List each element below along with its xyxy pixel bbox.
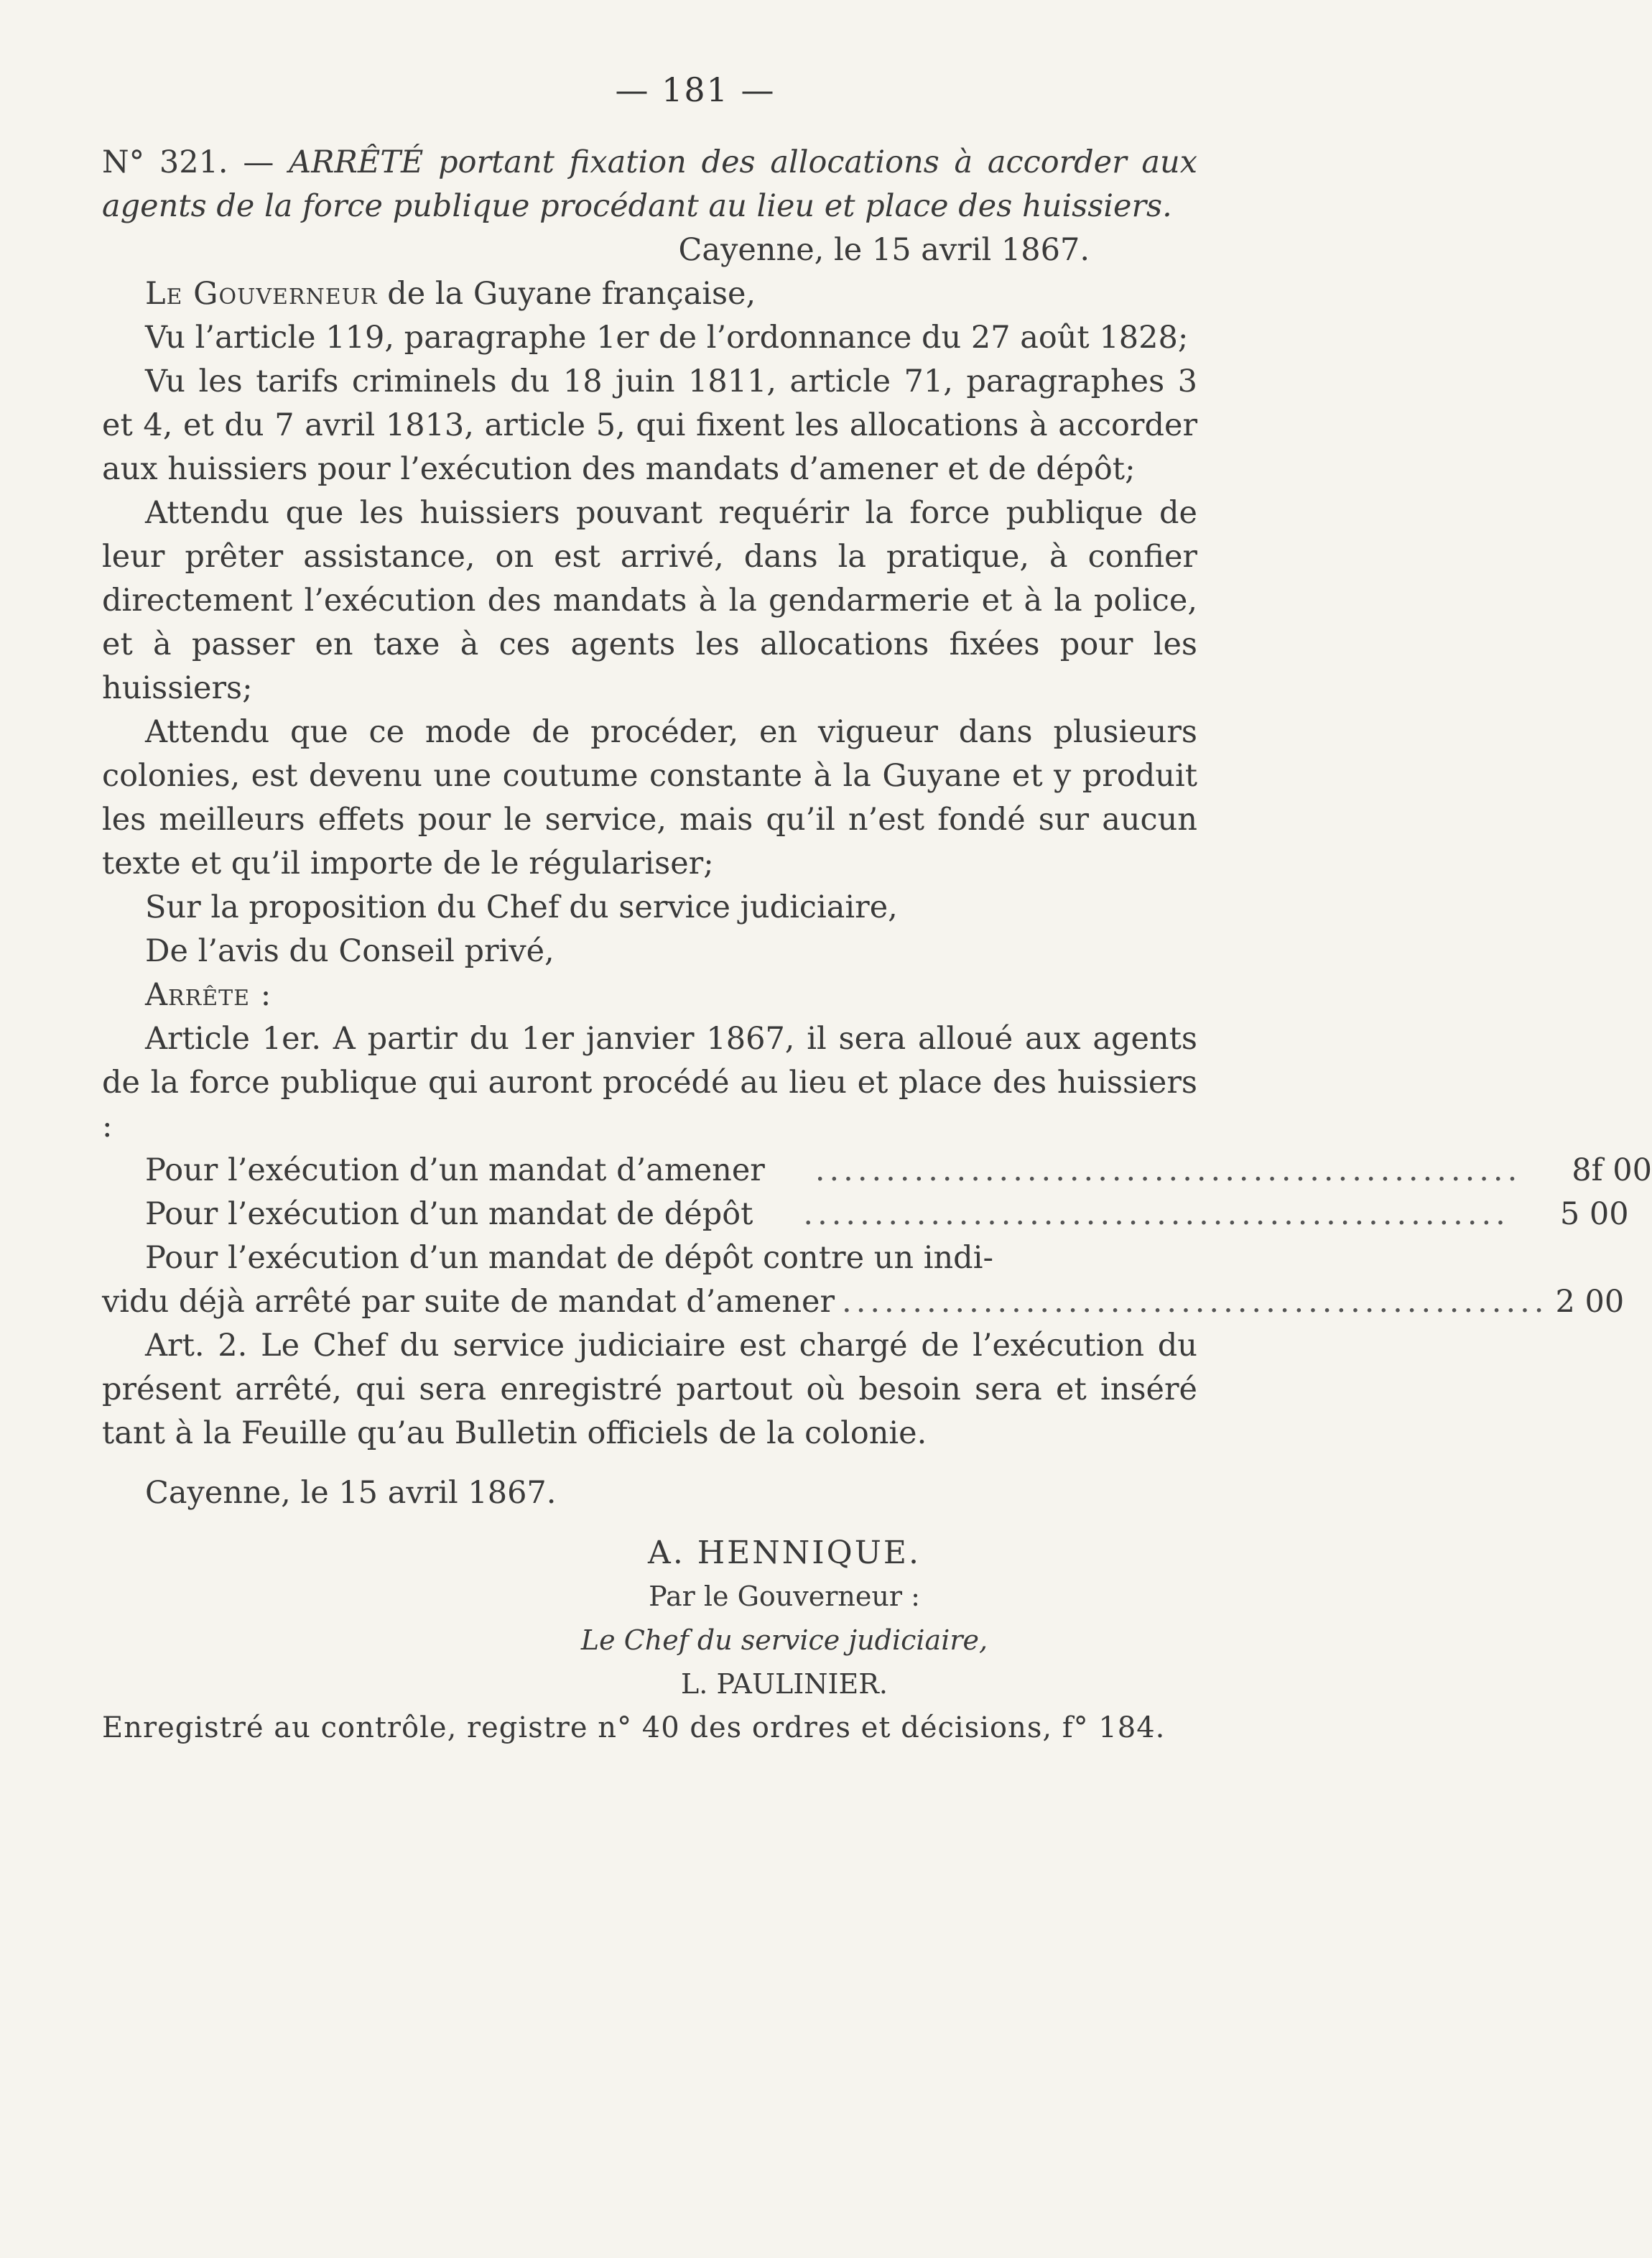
allocation-label: Pour l’exécution d’un mandat d’amener	[145, 1152, 765, 1188]
signatory-name: A. HENNIQUE.	[648, 1535, 921, 1571]
allocation-amount: 5 00	[1559, 1196, 1629, 1232]
page-number: — 181 —	[615, 70, 776, 109]
countersign-name: L. PAULINIER.	[681, 1668, 888, 1700]
allocation-label: Pour l’exécution d’un mandat de dépôt	[145, 1196, 753, 1232]
allocation-row	[102, 1149, 1652, 1193]
considerant: Attendu que les huissiers pouvant requérir la force publique de leur prêter assistance, on est arrivé, dans la pratique, à confier directement l’exécution des mandats à la gendarmerie et à la police, et à passer en taxe à ces agents les allocations fixées pour les huissiers;	[102, 495, 1197, 706]
authority: Le Gouverneur	[145, 276, 378, 312]
signature-block	[497, 1531, 1072, 1706]
heading-dash: —	[243, 144, 274, 180]
allocation-label-line1: Pour l’exécution d’un mandat de dépôt contre un indi-	[145, 1240, 993, 1276]
leader-dots: ..................................................	[815, 1152, 1522, 1188]
leader-dots: ..................................................	[803, 1196, 1510, 1232]
allocation-amount: 8f 00	[1572, 1152, 1652, 1188]
considerant: Vu l’article 119, paragraphe 1er de l’ordonnance du 27 août 1828;	[145, 320, 1189, 356]
allocation-row	[102, 1193, 1629, 1236]
decree-number: N° 321.	[102, 144, 228, 180]
dateline: Cayenne, le 15 avril 1867.	[678, 232, 1090, 268]
allocation-amount: 2 00	[1555, 1284, 1625, 1320]
by-line: Par le Gouverneur :	[649, 1581, 920, 1612]
decree-heading	[102, 141, 1197, 228]
authority-rest: de la Guyane française,	[387, 276, 756, 312]
decree-title: ARRÊTÉ portant fixation des allocations à accorder aux agents de la force publique procédant au lieu et place des huissiers.	[102, 144, 1197, 224]
considerant: Sur la proposition du Chef du service judiciaire,	[145, 889, 898, 925]
article-1: Article 1er. A partir du 1er janvier 1867, il sera alloué aux agents de la force publique qui auront procédé au lieu et place des huissiers :	[102, 1021, 1197, 1144]
intro-line	[102, 272, 1197, 316]
countersign-role: Le Chef du service judiciaire,	[580, 1624, 988, 1656]
arrete-label: Arrête :	[145, 977, 272, 1013]
registration-note: Enregistré au contrôle, registre n° 40 des ordres et décisions, f° 184.	[102, 1711, 1166, 1744]
closing-date: Cayenne, le 15 avril 1867.	[145, 1475, 557, 1511]
article-2: Art. 2. Le Chef du service judiciaire est chargé de l’exécution du présent arrêté, qui sera enregistré partout où besoin sera et inséré tant à la Feuille qu’au Bulletin officiels de la colonie.	[102, 1328, 1197, 1451]
allocation-row	[102, 1280, 1625, 1324]
considerant: De l’avis du Conseil privé,	[145, 933, 554, 969]
considerant: Vu les tarifs criminels du 18 juin 1811, article 71, paragraphes 3 et 4, et du 7 avril 1813, article 5, qui fixent les allocations à accorder aux huissiers pour l’exécution des mandats d’amener et de dépôt;	[102, 364, 1197, 487]
considerant: Attendu que ce mode de procéder, en vigueur dans plusieurs colonies, est devenu une coutume constante à la Guyane et y produit les meilleurs effets pour le service, mais qu’il n’est fondé sur aucun texte et qu’il importe de le régulariser;	[102, 714, 1197, 882]
allocation-label: vidu déjà arrêté par suite de mandat d’amener	[102, 1284, 835, 1320]
leader-dots: ..................................................	[842, 1284, 1549, 1320]
document-body	[102, 141, 1652, 1750]
